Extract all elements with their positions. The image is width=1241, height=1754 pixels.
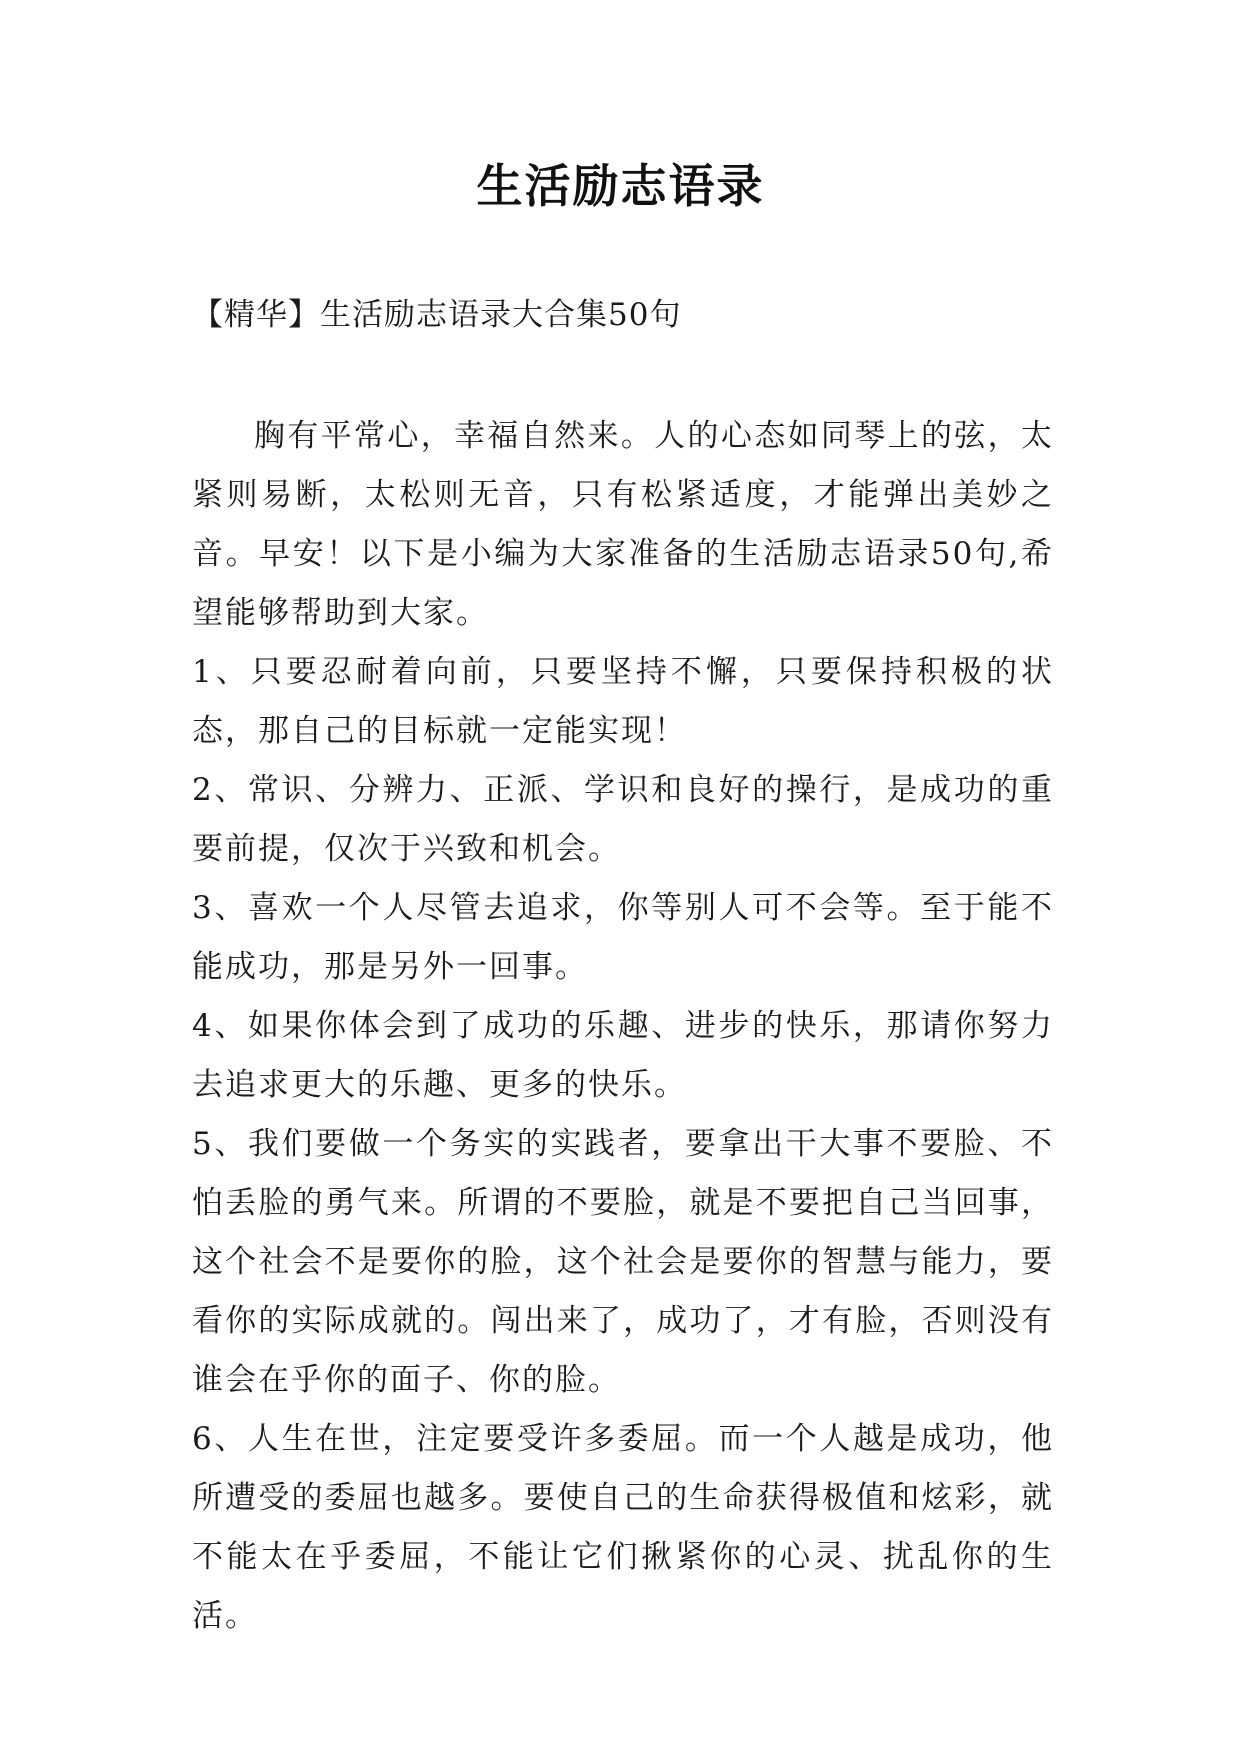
quote-item-2: 2、常识、分辨力、正派、学识和良好的操行，是成功的重要前提，仅次于兴致和机会。 xyxy=(192,772,1054,867)
document-subtitle: 【精华】生活励志语录大合集50句 xyxy=(192,297,682,333)
document-body xyxy=(192,407,1054,1646)
quote-item-3: 3、喜欢一个人尽管去追求，你等别人可不会等。至于能不能成功，那是另外一回事。 xyxy=(192,890,1054,985)
document-title: 生活励志语录 xyxy=(476,159,765,213)
quote-item-1: 1、只要忍耐着向前，只要坚持不懈，只要保持积极的状态，那自己的目标就一定能实现！ xyxy=(192,654,1054,749)
quote-item-6: 6、人生在世，注定要受许多委屈。而一个人越是成功，他所遭受的委屈也越多。要使自己的生命获得极值和炫彩，就不能太在乎委屈，不能让它们揪紧你的心灵、扰乱你的生活。 xyxy=(192,1421,1054,1634)
intro-paragraph: 胸有平常心，幸福自然来。人的心态如同琴上的弦，太紧则易断，太松则无音，只有松紧适度，才能弹出美妙之音。早安！以下是小编为大家准备的生活励志语录50句,希望能够帮助到大家。 xyxy=(192,418,1054,631)
quote-item-4: 4、如果你体会到了成功的乐趣、进步的快乐，那请你努力去追求更大的乐趣、更多的快乐。 xyxy=(192,1008,1054,1103)
quote-item-5: 5、我们要做一个务实的实践者，要拿出干大事不要脸、不怕丢脸的勇气来。所谓的不要脸，就是不要把自己当回事，这个社会不是要你的脸，这个社会是要你的智慧与能力，要看你的实际成就的。闯出来了，成功了，才有脸，否则没有谁会在乎你的面子、你的脸。 xyxy=(192,1126,1054,1398)
